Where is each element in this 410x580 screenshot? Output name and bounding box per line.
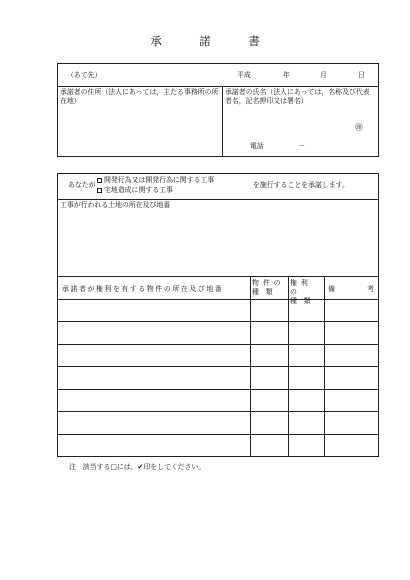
date-era: 平成	[237, 71, 251, 79]
checkbox-residential[interactable]	[97, 188, 102, 193]
phone-label: 電話	[250, 142, 264, 150]
page-title: 承 諾 書	[150, 34, 273, 48]
date-day: 日	[358, 71, 365, 79]
table-row	[57, 344, 379, 345]
addressee-label: （あて先）	[67, 71, 102, 79]
location-label: 工事が行われる土地の所在及び地番	[60, 201, 171, 209]
divider	[57, 299, 379, 300]
divider	[222, 86, 223, 157]
consent-prefix: あなたが	[68, 181, 96, 189]
checkbox-development[interactable]	[97, 178, 102, 183]
consenter-info-box	[57, 63, 379, 157]
date-month: 月	[320, 71, 327, 79]
consent-option-residential: 宅地造成に関する工事	[97, 186, 173, 195]
phone-dash: －	[298, 142, 305, 150]
table-row	[57, 321, 379, 322]
consenter-name-label: 承諾者の氏名（法人にあっては，名称及び代表者名，記名押印又は署名）	[225, 88, 370, 106]
footnote: 注 該当する□には，✔印をしてください。	[69, 463, 206, 471]
divider	[57, 86, 379, 87]
table-row	[57, 411, 379, 412]
date-year: 年	[283, 71, 290, 79]
table-header-location: 承諾者が権利を有する物件の所在及び地番	[62, 285, 224, 293]
table-header-remarks: 備 考	[328, 285, 374, 293]
table-row	[57, 389, 379, 390]
table-header-property-type: 物件の 種 類	[252, 279, 285, 296]
table-row	[57, 366, 379, 367]
divider	[57, 276, 379, 277]
consent-option-development: 開発行為又は開発行為に関する工事	[97, 176, 214, 185]
seal-icon: ㊞	[355, 123, 363, 132]
consent-suffix: を施行することを承諾します。	[253, 181, 349, 189]
consent-form-box	[57, 173, 379, 457]
divider	[57, 199, 379, 200]
table-header-right-type: 権利の 種 類	[290, 279, 312, 305]
table-row	[57, 434, 379, 435]
consenter-address-label: 承諾者の住所（法人にあっては，主たる事務所の所在地）	[60, 88, 219, 106]
